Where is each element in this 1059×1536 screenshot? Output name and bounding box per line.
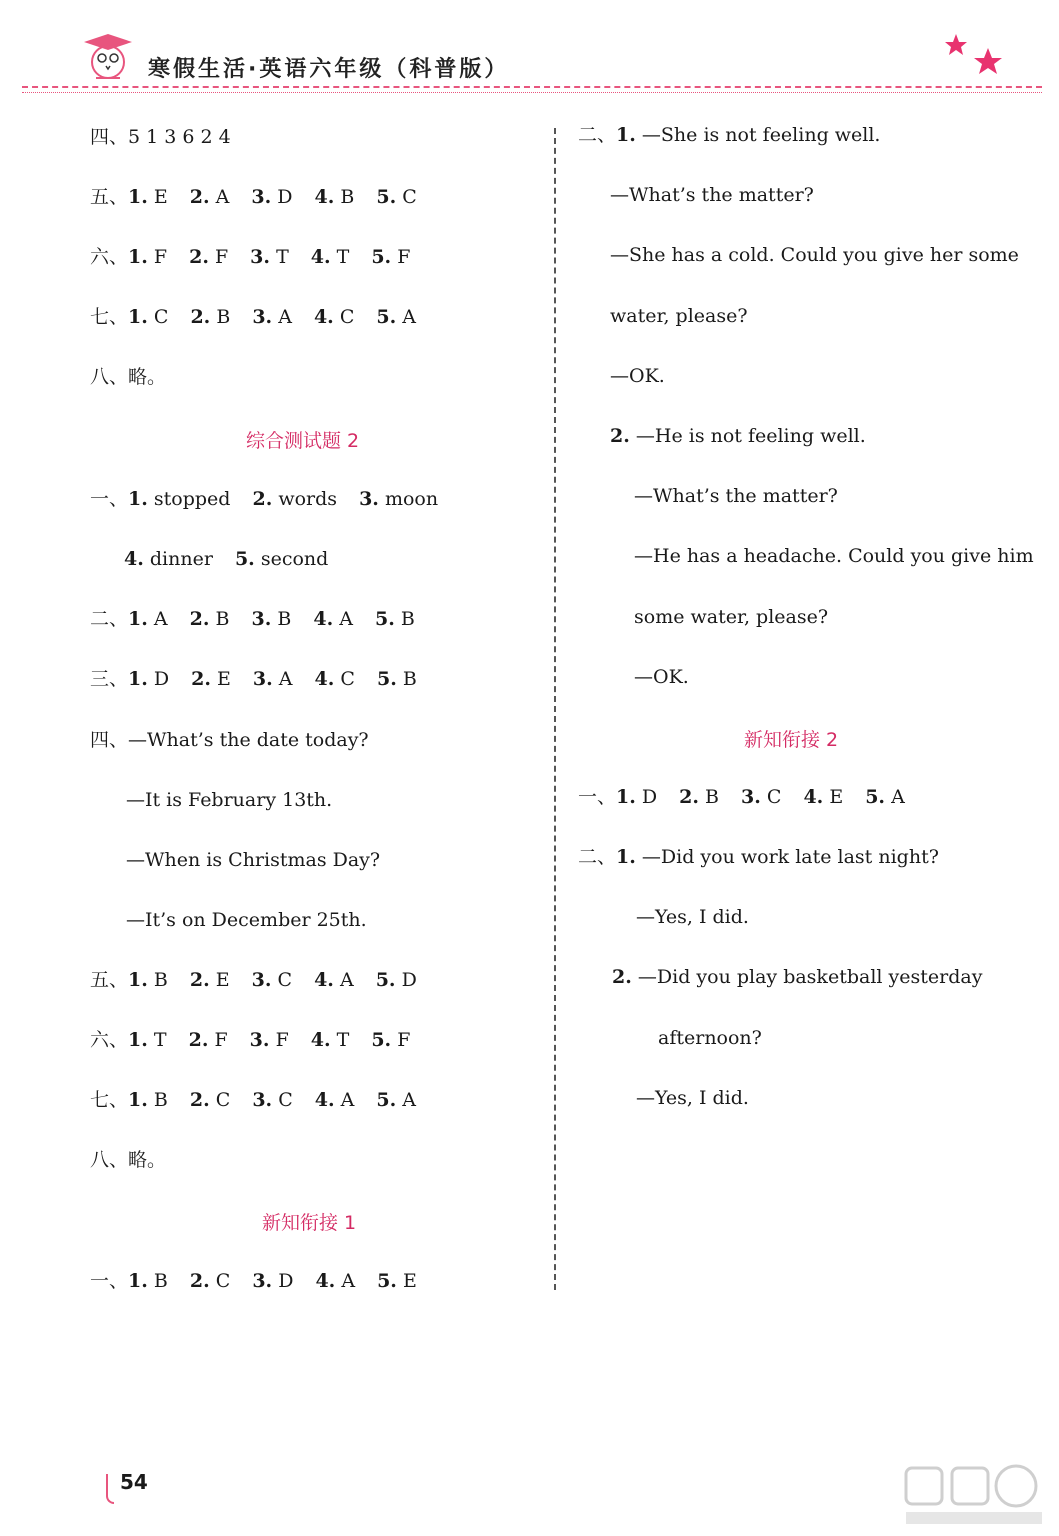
answer-value: C (766, 786, 782, 808)
section-prefix: 一、 (90, 1270, 129, 1292)
answer-value: F (397, 1029, 411, 1051)
dialogue-line: —She is not feeling well. (641, 124, 881, 146)
section-prefix: 四、 (90, 729, 129, 751)
answer-value: D (401, 969, 417, 991)
dialogue-line: —OK. (634, 666, 689, 688)
section-prefix: 六、 (90, 246, 129, 268)
test2-wu: 五、1. B 2. E 3. C 4. A 5. D (90, 969, 417, 991)
test2-yi-row1: 一、1. stopped 2. words 3. moon (90, 488, 439, 510)
answer-value: A (339, 969, 354, 991)
answer-value: F (397, 246, 411, 268)
answer-value: T (336, 246, 350, 268)
xinzhi2-er-q1-line1: 二、1. —Did you work late last night? (578, 846, 939, 868)
answer-value: F (275, 1029, 289, 1051)
answer-wu: 五、1. E 2. A 3. D 4. B 5. C (90, 186, 417, 208)
dialogue-line: —What’s the matter? (610, 184, 814, 206)
header-divider (22, 86, 1042, 88)
answer-value: E (402, 1270, 417, 1292)
answer-value: E (217, 668, 231, 690)
answer-value: D (277, 186, 293, 208)
dialogue-line: —He has a headache. Could you give him (634, 545, 1034, 567)
dialogue-line: —It’s on December 25th. (126, 909, 367, 931)
dialogue-line: —She has a cold. Could you give her some (610, 244, 1019, 266)
answer-value: A (340, 1089, 355, 1111)
owl-mascot-icon (78, 28, 138, 84)
dialogue-line: —Did you play basketball yesterday (637, 966, 983, 988)
test2-ba: 八、略。 (90, 1149, 167, 1171)
answer-value: E (153, 186, 168, 208)
dialogue-line: —He is not feeling well. (635, 425, 866, 447)
answer-ba: 八、略。 (90, 366, 167, 388)
watermark-icon (900, 1460, 1050, 1530)
test2-qi: 七、1. B 2. C 3. C 4. A 5. A (90, 1089, 416, 1111)
header-divider-secondary (22, 92, 1042, 93)
stars-icon (938, 30, 1008, 80)
answer-value: B (402, 668, 417, 690)
answer-value: E (829, 786, 844, 808)
dialogue-line: some water, please? (634, 606, 829, 628)
answer-value: C (215, 1270, 231, 1292)
dialogue-line: —What’s the date today? (128, 729, 369, 751)
section-title-test2: 综合测试题 2 (246, 430, 360, 452)
page-header (0, 0, 1059, 100)
answer-value: C (278, 1089, 293, 1111)
answer-value: dinner (149, 548, 213, 570)
answer-value: A (215, 186, 230, 208)
section-prefix: 六、 (90, 1029, 129, 1051)
answer-value: E (215, 969, 230, 991)
section-prefix: 五、 (90, 186, 129, 208)
section-prefix: 七、 (90, 306, 129, 328)
dialogue-line: —OK. (610, 365, 665, 387)
answer-value: T (336, 1029, 350, 1051)
answer-value: C (277, 969, 293, 991)
test2-liu: 六、1. T 2. F 3. F 4. T 5. F (90, 1029, 411, 1051)
column-divider (554, 128, 556, 1290)
section-prefix: 二、 (578, 846, 617, 868)
dialogue-line: —What’s the matter? (634, 485, 838, 507)
section-prefix: 二、 (90, 608, 129, 630)
section-title-xinzhi1: 新知衔接 1 (262, 1212, 357, 1234)
test2-er: 二、1. A 2. B 3. B 4. A 5. B (90, 608, 415, 630)
dialogue-line: —Did you work late last night? (641, 846, 939, 868)
answer-liu: 六、1. F 2. F 3. T 4. T 5. F (90, 246, 411, 268)
answer-qi: 七、1. C 2. B 3. A 4. C 5. A (90, 306, 416, 328)
answer-si: 四、5 1 3 6 2 4 (90, 126, 231, 148)
answer-value: D (641, 786, 658, 808)
dialogue-line: —Yes, I did. (636, 1087, 749, 1109)
test2-yi-row2: 4. dinner 5. second (124, 548, 329, 570)
answer-value: B (400, 608, 415, 630)
right-er-q2-line1: 2. —He is not feeling well. (610, 425, 866, 447)
answer-value: C (339, 306, 355, 328)
answer-value: F (214, 1029, 228, 1051)
answer-value: C (340, 668, 355, 690)
answer-value: A (402, 1089, 416, 1111)
answer-value: T (276, 246, 289, 268)
xinzhi2-yi: 一、1. D 2. B 3. C 4. E 5. A (578, 786, 905, 808)
dialogue-line: —When is Christmas Day? (126, 849, 381, 871)
answer-value: D (153, 668, 170, 690)
dialogue-line: —It is February 13th. (126, 789, 333, 811)
answer-value: A (278, 306, 292, 328)
answer-value: T (153, 1029, 167, 1051)
section-title-xinzhi2: 新知衔接 2 (744, 729, 839, 751)
section-prefix: 三、 (90, 668, 129, 690)
answer-value: second (260, 548, 329, 570)
section-prefix: 七、 (90, 1089, 129, 1111)
right-er-q1-line1: 二、1. —She is not feeling well. (578, 124, 881, 146)
answer-value: B (215, 608, 230, 630)
answer-value: C (153, 306, 169, 328)
section-prefix: 一、 (90, 488, 129, 510)
answer-value: A (891, 786, 905, 808)
answer-value: A (153, 608, 168, 630)
answer-value: words (278, 488, 338, 510)
test2-san: 三、1. D 2. E 3. A 4. C 5. B (90, 668, 417, 690)
answer-value: B (153, 1270, 168, 1292)
xinzhi1-yi: 一、1. B 2. C 3. D 4. A 5. E (90, 1270, 417, 1292)
answer-value: D (278, 1270, 294, 1292)
answer-value: B (216, 306, 231, 328)
section-prefix: 二、 (578, 124, 617, 146)
test2-si-line1 (90, 727, 369, 753)
answer-value: F (153, 246, 168, 268)
answer-value: B (153, 969, 168, 991)
page-number: 54 (120, 1470, 148, 1494)
answer-value: C (402, 186, 417, 208)
book-title: 寒假生活·英语六年级（科普版） (148, 57, 510, 82)
dialogue-line: —Yes, I did. (636, 906, 749, 928)
answer-value: C (215, 1089, 231, 1111)
answer-value: B (153, 1089, 168, 1111)
section-prefix: 一、 (578, 786, 617, 808)
answer-value: F (214, 246, 229, 268)
answer-value: B (705, 786, 719, 808)
answer-value: B (340, 186, 355, 208)
answer-value: A (402, 306, 416, 328)
answer-value: A (339, 608, 353, 630)
answer-value: stopped (153, 488, 231, 510)
xinzhi2-er-q2-line1: 2. —Did you play basketball yesterday (612, 966, 983, 988)
answer-value: A (341, 1270, 356, 1292)
dialogue-line: afternoon? (658, 1027, 762, 1049)
page-corner-mark (106, 1474, 114, 1504)
section-prefix: 五、 (90, 969, 129, 991)
answer-value: A (278, 668, 293, 690)
answer-value: B (277, 608, 292, 630)
dialogue-line: water, please? (610, 305, 748, 327)
answer-value: moon (384, 488, 439, 510)
